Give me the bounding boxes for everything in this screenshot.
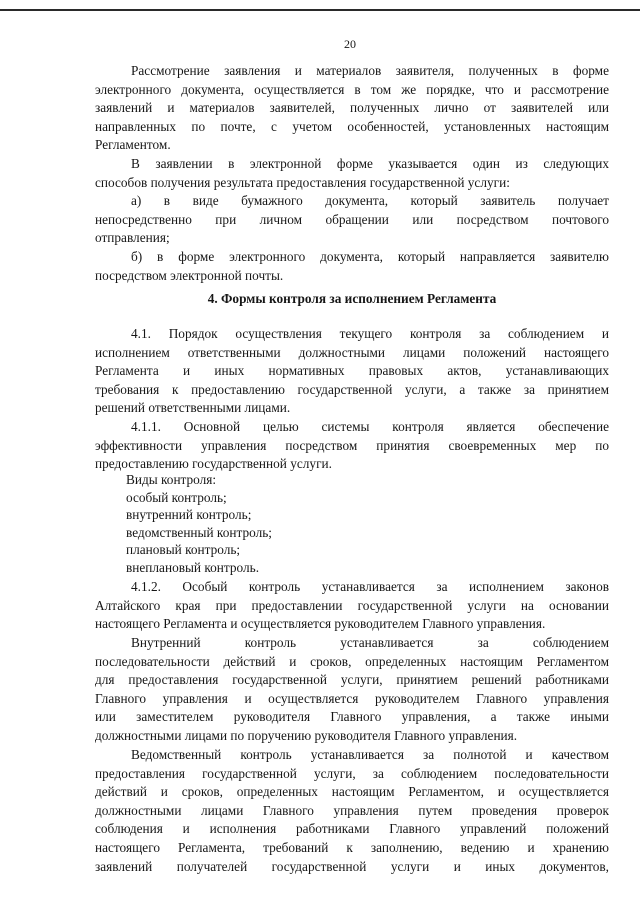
text-line: Алтайского края при предоставлении государственной услуги на основании <box>95 597 609 613</box>
list-item: плановый контроль; <box>126 542 241 558</box>
list-item: ведомственный контроль; <box>126 524 272 540</box>
text-line: требования к предоставлению государственной услуги, а также за принятием <box>95 381 609 397</box>
text-line: б) в форме электронного документа, который направляется заявителю <box>131 249 609 264</box>
text-line: 4.1.2. Особый контроль устанавливается за исполнением законов <box>131 579 609 594</box>
text-line: 4.1. Порядок осуществления текущего контроля за соблюдением и <box>131 326 609 341</box>
text-line: направленных по почте, с учетом особенностей, установленных настоящим <box>95 118 609 134</box>
text-line: заявлений и материалов заявителей, полученных лично от заявителей или <box>95 100 609 116</box>
text-line: Рассмотрение заявления и материалов заявителя, полученных в форме <box>131 63 609 78</box>
list-item: Виды контроля: <box>126 472 217 487</box>
text-line: В заявлении в электронной форме указывается один из следующих <box>131 156 609 171</box>
paragraph-4-1-1 <box>95 418 609 474</box>
text-line: или заместителем руководителя Главного управления, а также иными <box>95 709 609 725</box>
text-line: соблюдения и исполнения работниками Главного управлений положений <box>95 821 609 837</box>
paragraph-4-1-2 <box>95 578 609 634</box>
text-line: способов получения результата предоставления государственной услуги: <box>95 174 510 190</box>
text-line: решений ответственными лицами. <box>95 400 291 416</box>
text-line: а) в виде бумажного документа, который заявитель получает <box>131 193 609 208</box>
text-line: предоставления государственной услуги, за соблюдением последовательности <box>95 765 609 781</box>
paragraph-option-b <box>95 248 609 285</box>
text-line: отправления; <box>95 230 170 246</box>
text-line: Регламентом. <box>95 137 171 153</box>
text-line: действий и сроков, определенных настоящим Регламентом, и осуществляется <box>95 784 609 800</box>
text-line: исполнением ответственными должностными лицами положений настоящего <box>95 344 609 360</box>
text-line: 4.1.1. Основной целью системы контроля является обеспечение <box>131 419 609 434</box>
list-item: внеплановый контроль. <box>126 559 260 575</box>
text-line: должностными лицами Главного управления путем проведения проверок <box>95 802 609 818</box>
control-types-list <box>126 471 272 577</box>
text-line: настоящего Регламента и осуществляется руководителем Главного управления. <box>95 616 546 632</box>
list-item: особый контроль; <box>126 489 227 505</box>
text-line: посредством электронной почты. <box>95 267 284 283</box>
text-line: настоящего Регламента, требований к заполнению, ведению и хранению <box>95 839 609 855</box>
list-item: внутренний контроль; <box>126 507 252 523</box>
text-line: для предоставления государственной услуги, принятием решений работниками <box>95 672 609 688</box>
page-number: 20 <box>344 37 356 51</box>
text-line: Регламента и иных нормативных правовых актов, устанавливающих <box>95 363 609 379</box>
text-line: эффективности управления посредством принятия своевременных мер по <box>95 437 609 453</box>
paragraph-electronic-review <box>95 62 609 155</box>
section-heading: 4. Формы контроля за исполнением Регламента <box>207 291 497 306</box>
page-top-border <box>0 9 640 11</box>
text-line: последовательности действий и сроков, определенных настоящим Регламентом <box>95 653 609 669</box>
text-line: Ведомственный контроль устанавливается за полнотой и качеством <box>131 747 609 762</box>
text-line: Внутренний контроль устанавливается за соблюдением <box>131 635 609 650</box>
text-line: должностными лицами по поручению руководителя Главного управления. <box>95 727 518 743</box>
paragraph-internal-control <box>95 634 609 746</box>
paragraph-4-1 <box>95 325 609 418</box>
text-line: Главного управления и осуществляется руководителем Главного управления <box>95 690 609 706</box>
text-line: заявлений получателей государственной услуги и иных документов, <box>95 858 609 874</box>
paragraph-result-methods <box>95 155 609 192</box>
paragraph-departmental-control <box>95 746 609 876</box>
text-line: предоставлению государственной услуги. <box>95 456 332 472</box>
paragraph-option-a <box>95 192 609 248</box>
text-line: непосредственно при личном обращении или посредством почтового <box>95 211 609 227</box>
text-line: электронного документа, осуществляется в том же порядке, что и рассмотрение <box>95 81 609 97</box>
